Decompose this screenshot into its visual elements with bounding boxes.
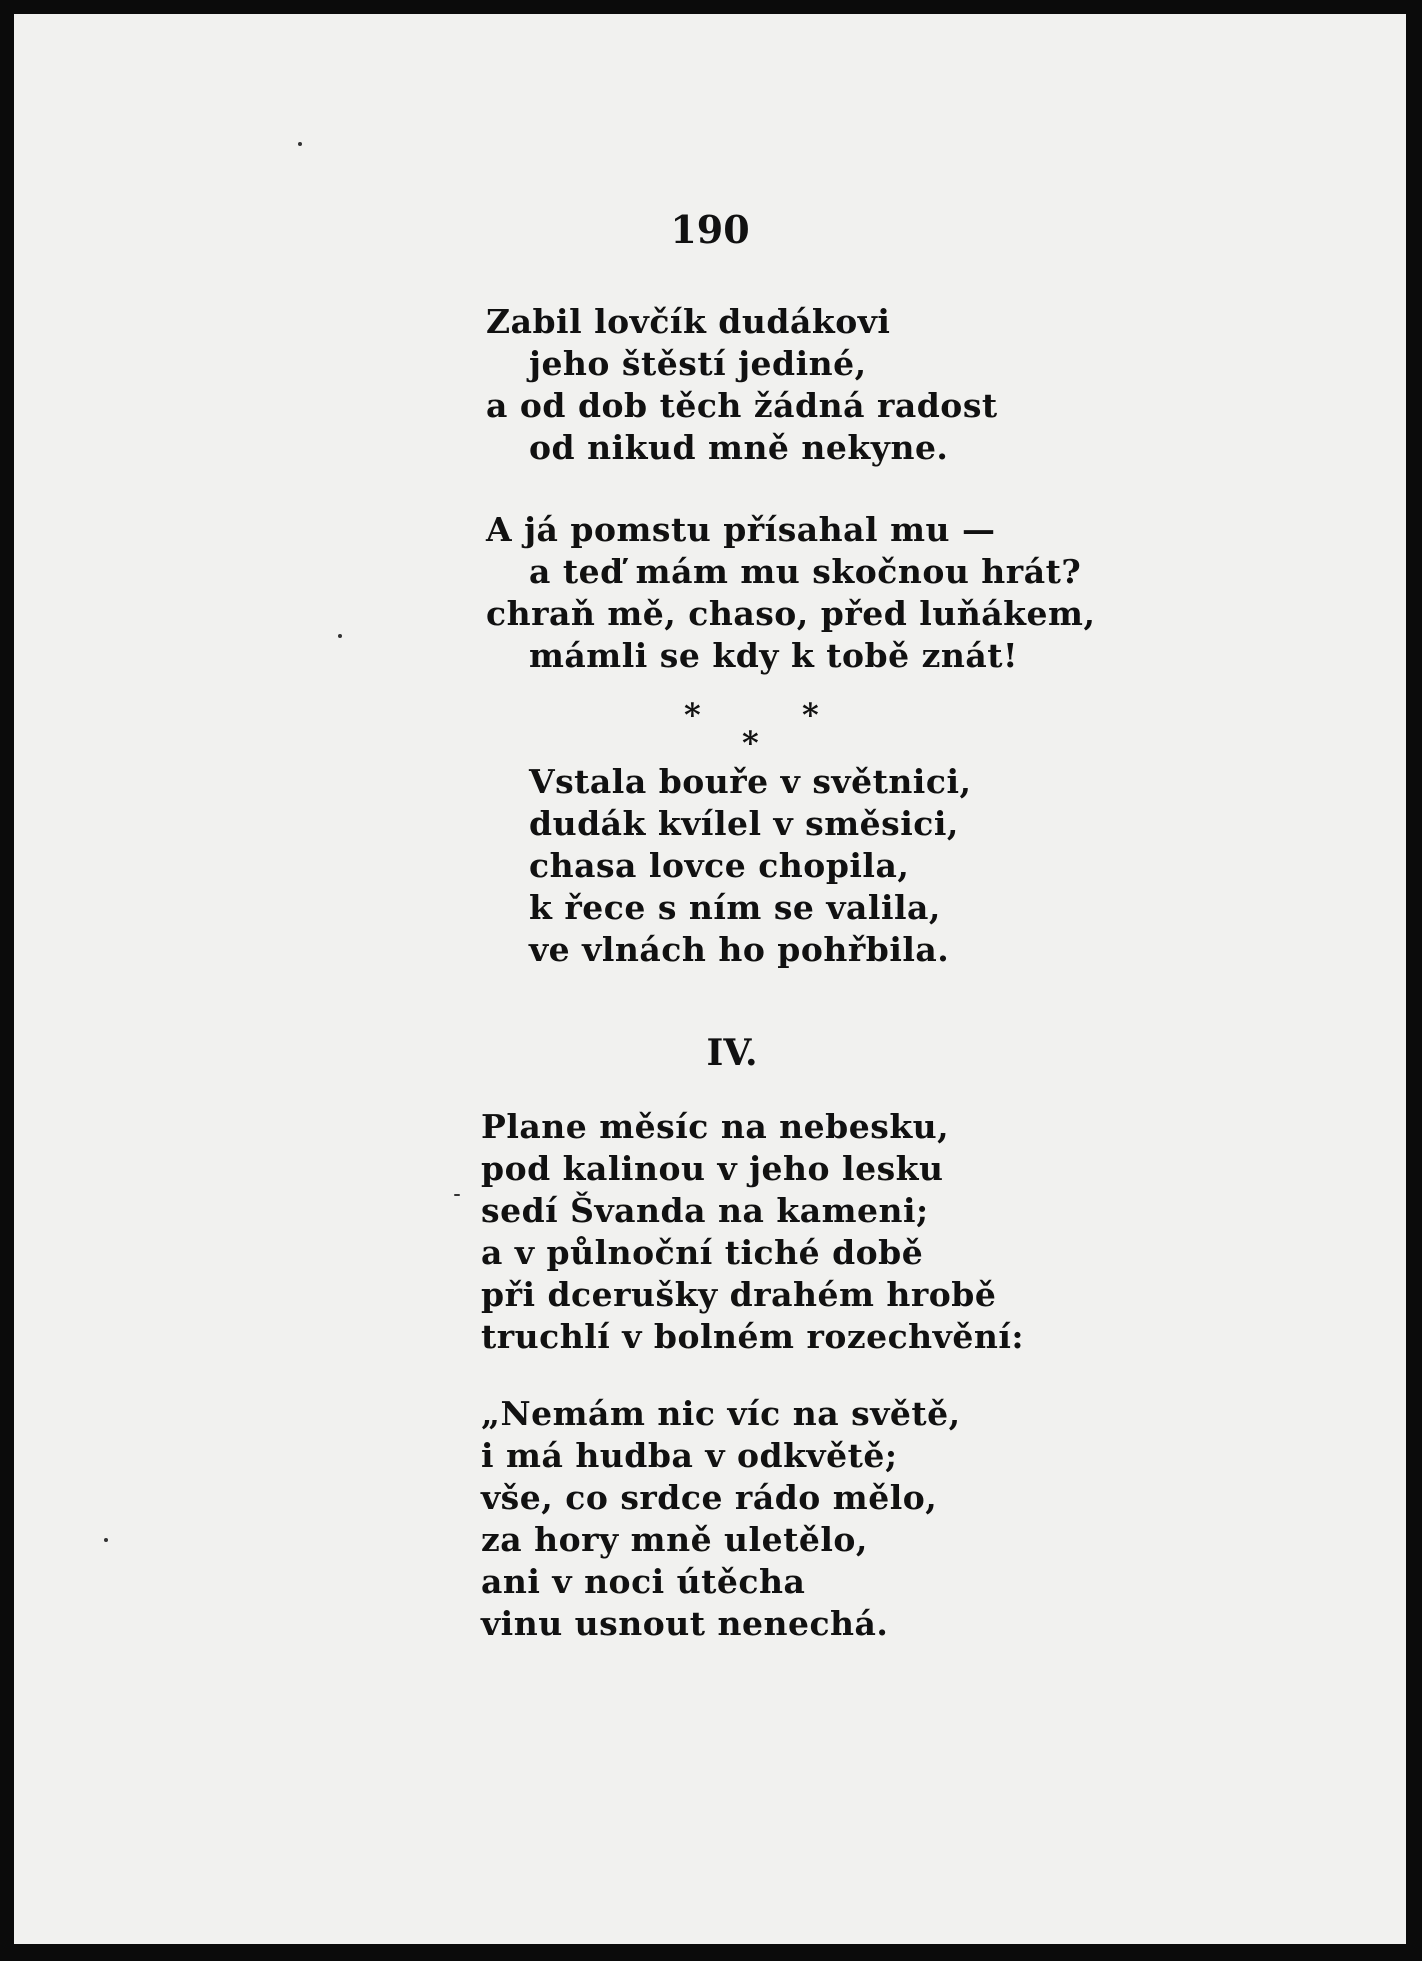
poem-line: ani v noci útěcha — [481, 1562, 806, 1601]
poem-line: za hory mně uletělo, — [481, 1520, 868, 1559]
poem-line: dudák kvílel v směsici, — [529, 804, 959, 843]
poem-line: a v půlnoční tiché době — [481, 1233, 924, 1272]
poem-line: pod kalinou v jeho lesku — [481, 1149, 944, 1188]
poem-line: při dcerušky drahém hrobě — [481, 1275, 997, 1314]
scan-speck — [104, 1538, 108, 1542]
stanza — [529, 761, 971, 971]
poem-line: „Nemám nic víc na světě, — [481, 1394, 961, 1433]
scan-speck — [338, 634, 342, 638]
poem-line: Vstala bouře v světnici, — [529, 762, 972, 801]
stanza — [481, 1393, 961, 1645]
poem-line: vše, co srdce rádo mělo, — [481, 1478, 938, 1517]
scan-speck — [298, 142, 302, 146]
poem-line: chasa lovce chopila, — [529, 846, 910, 885]
poem-line: jeho štěstí jediné, — [529, 344, 867, 383]
stanza — [486, 509, 1095, 677]
asterisk: * — [802, 696, 819, 734]
poem-line: vinu usnout nenechá. — [481, 1604, 889, 1643]
stanza — [481, 1106, 1024, 1358]
poem-line: mámli se kdy k tobě znát! — [529, 636, 1018, 675]
poem-line: sedí Švanda na kameni; — [481, 1191, 929, 1230]
poem-line: Plane měsíc na nebesku, — [481, 1107, 950, 1146]
asterisk-separator — [684, 696, 864, 762]
scan-speck — [454, 1194, 460, 1196]
section-heading: IV. — [706, 1032, 758, 1074]
poem-line: i má hudba v odkvětě; — [481, 1436, 898, 1475]
book-page — [14, 14, 1406, 1944]
stanza — [486, 301, 998, 469]
poem-line: A já pomstu přísahal mu — — [486, 510, 996, 549]
asterisk: * — [684, 696, 701, 734]
poem-line: k řece s ním se valila, — [529, 888, 941, 927]
poem-line: a od dob těch žádná radost — [486, 386, 998, 425]
poem-line: ve vlnách ho pohřbila. — [529, 930, 950, 969]
poem-line: Zabil lovčík dudákovi — [486, 302, 891, 341]
asterisk: * — [742, 724, 759, 762]
poem-line: chraň mě, chaso, před luňákem, — [486, 594, 1096, 633]
page-number: 190 — [670, 207, 750, 252]
poem-line: a teď mám mu skočnou hrát? — [529, 552, 1082, 591]
poem-line: od nikud mně nekyne. — [529, 428, 949, 467]
poem-line: truchlí v bolném rozechvění: — [481, 1317, 1025, 1356]
